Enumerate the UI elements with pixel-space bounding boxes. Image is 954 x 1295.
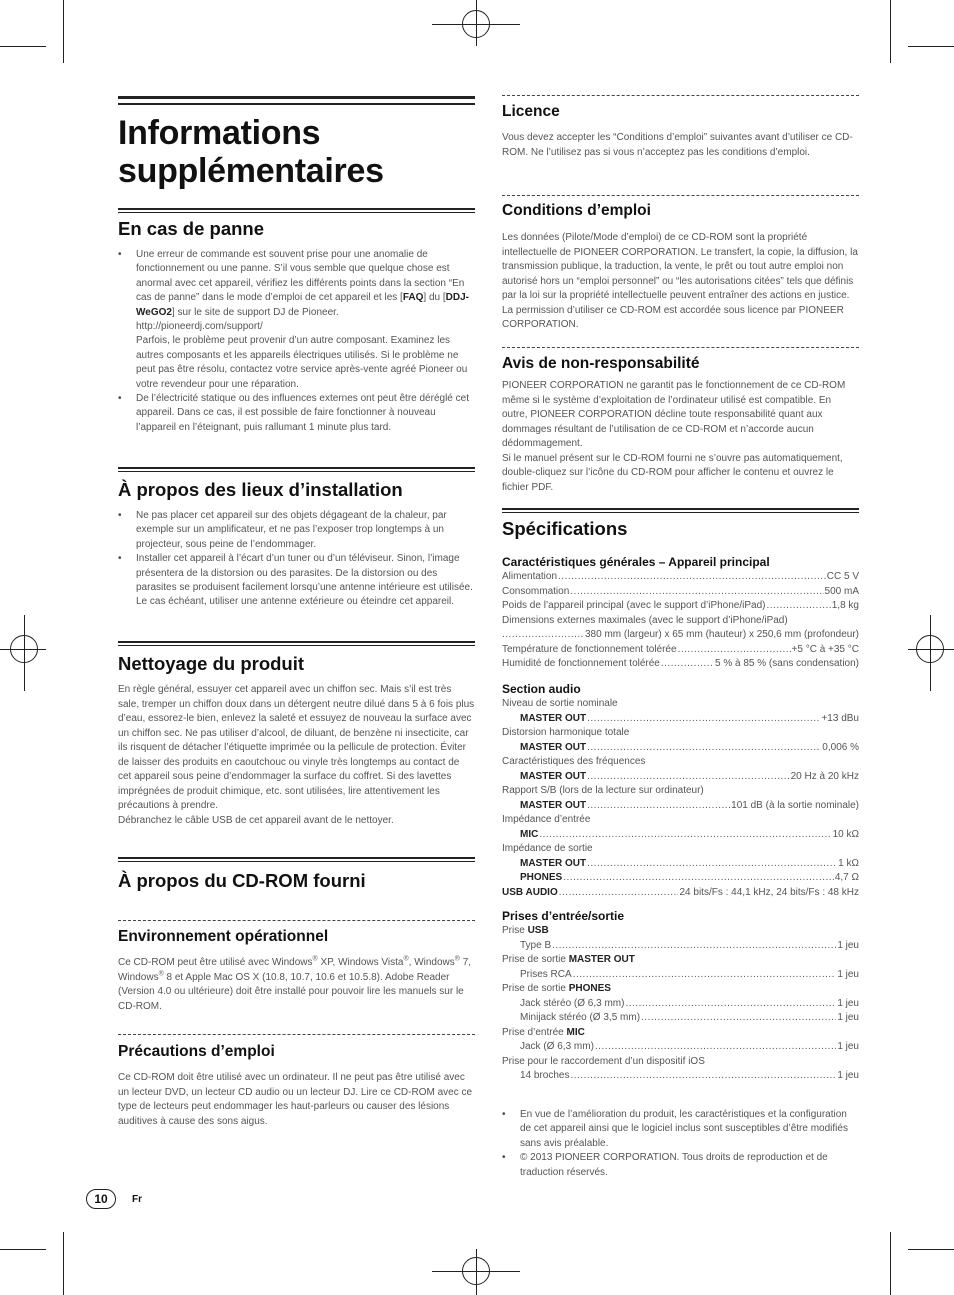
specs-general [502, 570, 859, 672]
specs-general-heading: Caractéristiques générales – Appareil principal [502, 555, 770, 569]
list-item: • Ne pas placer cet appareil sur des objets dégageant de la chaleur, par exemple sur un amplificateur, et ne pas l’exposer trop longtemps à un projecteur, sous peine de l’endommager. [118, 509, 475, 552]
spec-row: Poids de l’appareil principal (avec le support d’iPhone/iPad) ..... 1,8 kg [502, 599, 859, 614]
spec-row: Consommation ..... 500 mA [502, 585, 859, 600]
paragraph: En règle général, essuyer cet appareil avec un chiffon sec. Mais s’il est très sale, tremper un chiffon doux dans un détergent neutre dilué dans 5 à 6 fois plus d’eau, essorez-le bien, enlevez la saleté et essuyez de nouveau la surface avec un chiffon sec. Ne pas utiliser d’alcool, de diluant, de benzène ni insecticite, car ils risquent de détacher l’étiquette imprimée ou la pellicule de protection. Éviter de laisser des produits en caoutchouc ou vinyle très longtemps au contact de cet appareil sous peine d’endommager la surface du coffret. Si des lavettes imprégnées de produit chimique, etc. sont utilisées, lire attentivement les précautions à prendre. [118, 684, 475, 811]
list-item: • Installer cet appareil à l’écart d’un tuner ou d’un téléviseur. Sinon, l’image présentera de la distorsion ou des parasites. De la distorsion ou des parasites se produisent facilement lorsqu’une antenne intérieure est utilisée. Le cas échéant, utiliser une antenne extérieure ou éteindre cet appareil. [118, 552, 475, 610]
language-label: Fr [132, 1194, 142, 1205]
spec-row: PHONES ..... 4,7 Ω [502, 871, 859, 886]
spec-label: Prise de sortie MASTER OUT [502, 954, 635, 965]
nettoyage-text [118, 683, 475, 828]
spec-row: MASTER OUT ..... 101 dB (à la sortie nominale) [502, 799, 859, 814]
licence-text: Vous devez accepter les “Conditions d’emploi” suivantes avant d’utiliser ce CD-ROM. Ne l’utilisez pas si vous n’acceptez pas les conditions d’emploi. [502, 132, 853, 158]
subsection-rule [502, 347, 859, 348]
page-number: 10 [86, 1189, 116, 1209]
panne-bullets [118, 248, 475, 435]
section-heading-nettoyage: Nettoyage du produit [118, 653, 305, 674]
precautions-text: Ce CD-ROM doit être utilisé avec un ordinateur. Il ne peut pas être utilisé avec un lecteur DVD, un lecteur CD audio ou un lecteur DJ. Lire ce CD-ROM avec ce type de lecteurs peut endommager les haut-parleurs ou causer des lésions auditives à cause des sons aigus. [118, 1072, 473, 1127]
spec-row: Humidité de fonctionnement tolérée ..... 5 % à 85 % (sans condensation) [502, 657, 859, 672]
spec-row: Prises RCA ..... 1 jeu [502, 968, 859, 983]
spec-row: Jack (Ø 6,3 mm) ..... 1 jeu [502, 1040, 859, 1055]
subsection-rule [502, 95, 859, 96]
spec-label: Distorsion harmonique totale [502, 727, 630, 738]
spec-label: Prise USB [502, 925, 549, 936]
section-heading-cdrom: À propos du CD-ROM fourni [118, 870, 366, 891]
list-item: • © 2013 PIONEER CORPORATION. Tous droits de reproduction et de traduction réservés. [502, 1151, 859, 1180]
spec-label: Niveau de sortie nominale [502, 698, 618, 709]
section-heading-installation: À propos des lieux d’installation [118, 479, 403, 500]
avis-text [502, 379, 859, 495]
subsection-rule [118, 920, 475, 921]
spec-row: MIC ..... 10 kΩ [502, 828, 859, 843]
spec-row: MASTER OUT ..... 1 kΩ [502, 857, 859, 872]
environnement-text: Ce CD-ROM peut être utilisé avec Windows® XP, Windows Vista®, Windows® 7, Windows® 8 et Apple Mac OS X (10.8, 10.7, 10.6 et 10.5.8). Adobe Reader (Version 4.0 ou ultérieure) doit être installé pour pouvoir lire les manuels sur le CD-ROM. [118, 955, 472, 1012]
paragraph: Débranchez le câble USB de cet appareil avant de le nettoyer. [118, 814, 394, 826]
section-heading-specs: Spécifications [502, 518, 628, 539]
specs-notes [502, 1108, 859, 1180]
support-link[interactable]: http://pioneerdj.com/support/ [136, 321, 263, 333]
subsection-heading-precautions: Précautions d’emploi [118, 1043, 275, 1060]
specs-audio-heading: Section audio [502, 682, 581, 696]
page-title: Informations supplémentaires [118, 114, 384, 190]
spec-row: Température de fonctionnement tolérée ..... +5 °C à +35 °C [502, 643, 859, 658]
installation-bullets [118, 509, 475, 610]
section-rule [118, 857, 475, 862]
spec-row: MASTER OUT ..... +13 dBu [502, 712, 859, 727]
spec-row: MASTER OUT ..... 0,006 % [502, 741, 859, 756]
spec-label: Caractéristiques des fréquences [502, 756, 646, 767]
specs-io-heading: Prises d’entrée/sortie [502, 909, 625, 923]
paragraph: PIONEER CORPORATION ne garantit pas le fonctionnement de ce CD-ROM même si le système d’exploitation de l’ordinateur utilisé est compatible. En outre, PIONEER CORPORATION décline toute responsabilité quant aux dommages résultant de l’utilisation de ce CD-ROM et n’accorde aucun dédommagement. [502, 380, 846, 449]
specs-io [502, 924, 859, 1084]
list-item: • En vue de l’amélioration du produit, les caractéristiques et la configuration de cet appareil ainsi que le logiciel inclus sont susceptibles d’être modifiés sans avis préalable. [502, 1108, 859, 1151]
section-heading-panne: En cas de panne [118, 218, 264, 239]
paragraph: Si le manuel présent sur le CD-ROM fourni ne s’ouvre pas automatiquement, double-cliquez sur l’icône du CD-ROM pour afficher le contenu et ouvrez le fichier PDF. [502, 452, 843, 493]
list-item: • Une erreur de commande est souvent prise pour une anomalie de fonctionnement ou une panne. S’il vous semble que quelque chose est anormal avec cet appareil, vérifiez les différents points dans la section “En cas de panne” dans le mode d’emploi de cet appareil et les [FAQ] du [DDJ-WeGO2] sur le site de support DJ de Pioneer. http://pioneerdj.com/support/ Parfois, le problème peut provenir d’un autre composant. Examinez les autres composants et les appareils électriques utilisés. Si le problème ne peut pas être résolu, contactez votre service après-vente agréé Pioneer ou votre revendeur pour une réparation. [118, 248, 475, 392]
section-rule [118, 208, 475, 213]
spec-row: 14 broches ..... 1 jeu [502, 1069, 859, 1084]
section-rule [118, 467, 475, 472]
specs-audio [502, 697, 859, 900]
section-rule [118, 641, 475, 646]
spec-label: Prise de sortie PHONES [502, 983, 611, 994]
spec-row: Jack stéréo (Ø 6,3 mm) ..... 1 jeu [502, 997, 859, 1012]
subsection-rule [118, 1034, 475, 1035]
spec-row: MASTER OUT ..... 20 Hz à 20 kHz [502, 770, 859, 785]
list-item: • De l’électricité statique ou des influences externes ont peut être déréglé cet appareil. Dans ce cas, il est possible de faire fonctionner à nouveau l’appareil en l’éteignant, puis rallumant 1 minute plus tard. [118, 392, 475, 435]
spec-row: Type B ..... 1 jeu [502, 939, 859, 954]
spec-label: Impédance de sortie [502, 843, 593, 854]
spec-label: Rapport S/B (lors de la lecture sur ordinateur) [502, 785, 704, 796]
spec-label: Dimensions externes maximales (avec le support d’iPhone/iPad) [502, 614, 788, 626]
subsection-heading-licence: Licence [502, 103, 560, 120]
spec-label: Prise d’entrée MIC [502, 1026, 585, 1038]
spec-row: ..... 380 mm (largeur) x 65 mm (hauteur) x 250,6 mm (profondeur) [502, 628, 859, 643]
spec-label: Prise pour le raccordement d’un dispositif iOS [502, 1055, 705, 1067]
spec-label: Impédance d’entrée [502, 814, 591, 825]
section-rule [502, 508, 859, 513]
subsection-rule [502, 195, 859, 196]
subsection-heading-environnement: Environnement opérationnel [118, 928, 329, 945]
spec-row: USB AUDIO ..... 24 bits/Fs : 44,1 kHz, 24 bits/Fs : 48 kHz [502, 886, 859, 901]
spec-row: Minijack stéréo (Ø 3,5 mm) ..... 1 jeu [502, 1011, 859, 1026]
subsection-heading-conditions: Conditions d’emploi [502, 202, 651, 219]
title-rule [118, 96, 475, 105]
conditions-text: Les données (Pilote/Mode d’emploi) de ce CD-ROM sont la propriété intellectuelle de PIONEER CORPORATION. Le transfert, la copie, la diffusion, la transmission publique, la traduction, la vente, le prêt ou tout autre emploi non autorisé hors un “emploi personnel” ou “les autorisations citées” tels que définis par la loi sur la propriété intellectuelle peuvent entraîner des actions en justice. La permission d’utiliser ce CD-ROM est accordée sous licence par PIONEER CORPORATION. [502, 232, 858, 330]
spec-row: Alimentation ..... CC 5 V [502, 570, 859, 585]
subsection-heading-avis: Avis de non-responsabilité [502, 355, 700, 372]
